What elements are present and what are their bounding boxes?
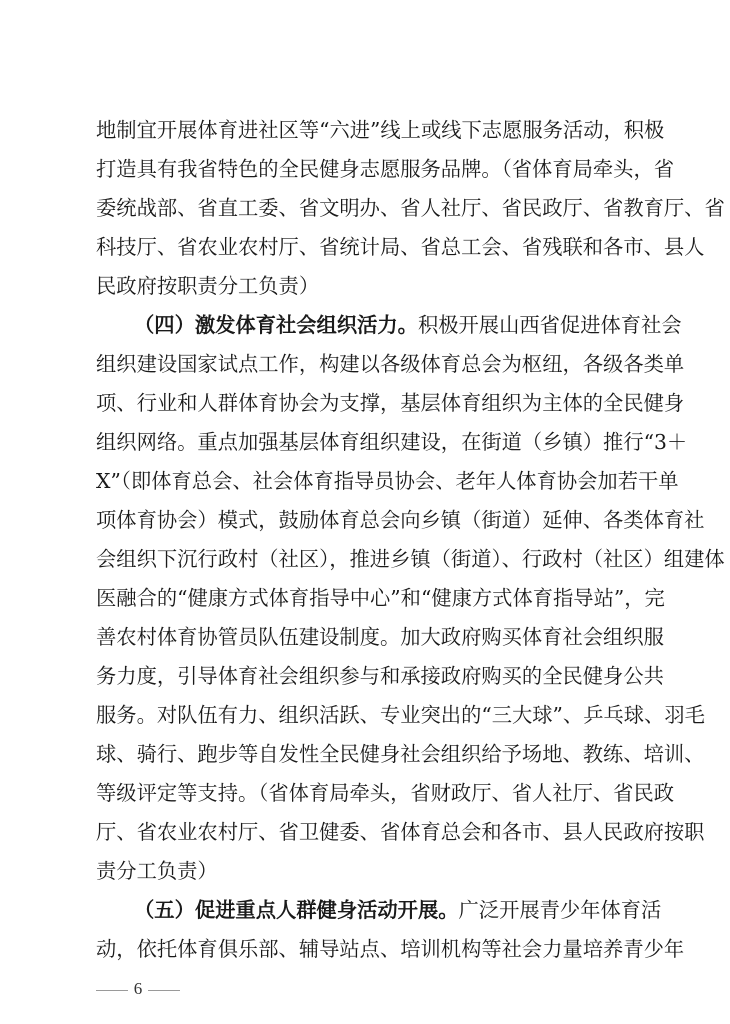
section-four-text: 积极开展山西省促进体育社会	[417, 313, 682, 337]
body-line-13: 善农村体育协管员队伍建设制度。加大政府购买体育社会组织服	[96, 625, 664, 649]
body-line-5: 民政府按职责分工负责）	[96, 274, 320, 298]
body-line-4: 科技厅、省农业农村厅、省统计局、省总工会、省残联和各市、县人	[96, 235, 705, 259]
body-line-11: 会组织下沉行政村（社区），推进乡镇（街道）、行政村（社区）组建体	[96, 547, 725, 571]
body-line-17: 等级评定等支持。（省体育局牵头，省财政厅、省人社厅、省民政	[96, 781, 675, 805]
body-line-7: 项、行业和人群体育协会为支撑，基层体育组织为主体的全民健身	[96, 391, 685, 415]
footer-rule-left	[96, 990, 128, 991]
section-four-first-line	[134, 308, 682, 342]
section-four-heading: （四）激发体育社会组织活力。	[134, 313, 418, 337]
body-line-1: 地制宜开展体育进社区等“六进”线上或线下志愿服务活动，积极	[96, 118, 665, 142]
section-five-heading: （五）促进重点人群健身活动开展。	[134, 898, 459, 922]
body-line-3: 委统战部、省直工委、省文明办、省人社厅、省民政厅、省教育厅、省	[96, 196, 725, 220]
body-line-19: 责分工负责）	[96, 859, 218, 883]
body-line-15: 服务。对队伍有力、组织活跃、专业突出的“三大球”、乒乓球、羽毛	[96, 703, 705, 727]
section-five-text: 广泛开展青少年体育活	[458, 898, 662, 922]
body-line-14: 务力度，引导体育社会组织参与和承接政府购买的全民健身公共	[96, 664, 664, 688]
body-line-20: 动，依托体育俱乐部、辅导站点、培训机构等社会力量培养青少年	[96, 937, 685, 961]
page-number: 6	[133, 979, 143, 998]
body-line-6: 组织建设国家试点工作，构建以各级体育总会为枢纽，各级各类单	[96, 352, 685, 376]
body-line-12: 医融合的“健康方式体育指导中心”和“健康方式体育指导站”，完	[96, 586, 665, 610]
body-line-9: X”（即体育总会、社会体育指导员协会、老年人体育协会加若干单	[96, 469, 679, 493]
section-five-first-line	[134, 893, 662, 927]
body-line-10: 项体育协会）模式，鼓励体育总会向乡镇（街道）延伸、各类体育社	[96, 508, 705, 532]
body-line-18: 厅、省农业农村厅、省卫健委、省体育总会和各市、县人民政府按职	[96, 820, 705, 844]
body-line-2: 打造具有我省特色的全民健身志愿服务品牌。（省体育局牵头，省	[96, 157, 675, 181]
footer-rule-right	[148, 990, 180, 991]
body-line-8: 组织网络。重点加强基层体育组织建设，在街道（乡镇）推行“3＋	[96, 430, 688, 454]
body-line-16: 球、骑行、跑步等自发性全民健身社会组织给予场地、教练、培训、	[96, 742, 705, 766]
